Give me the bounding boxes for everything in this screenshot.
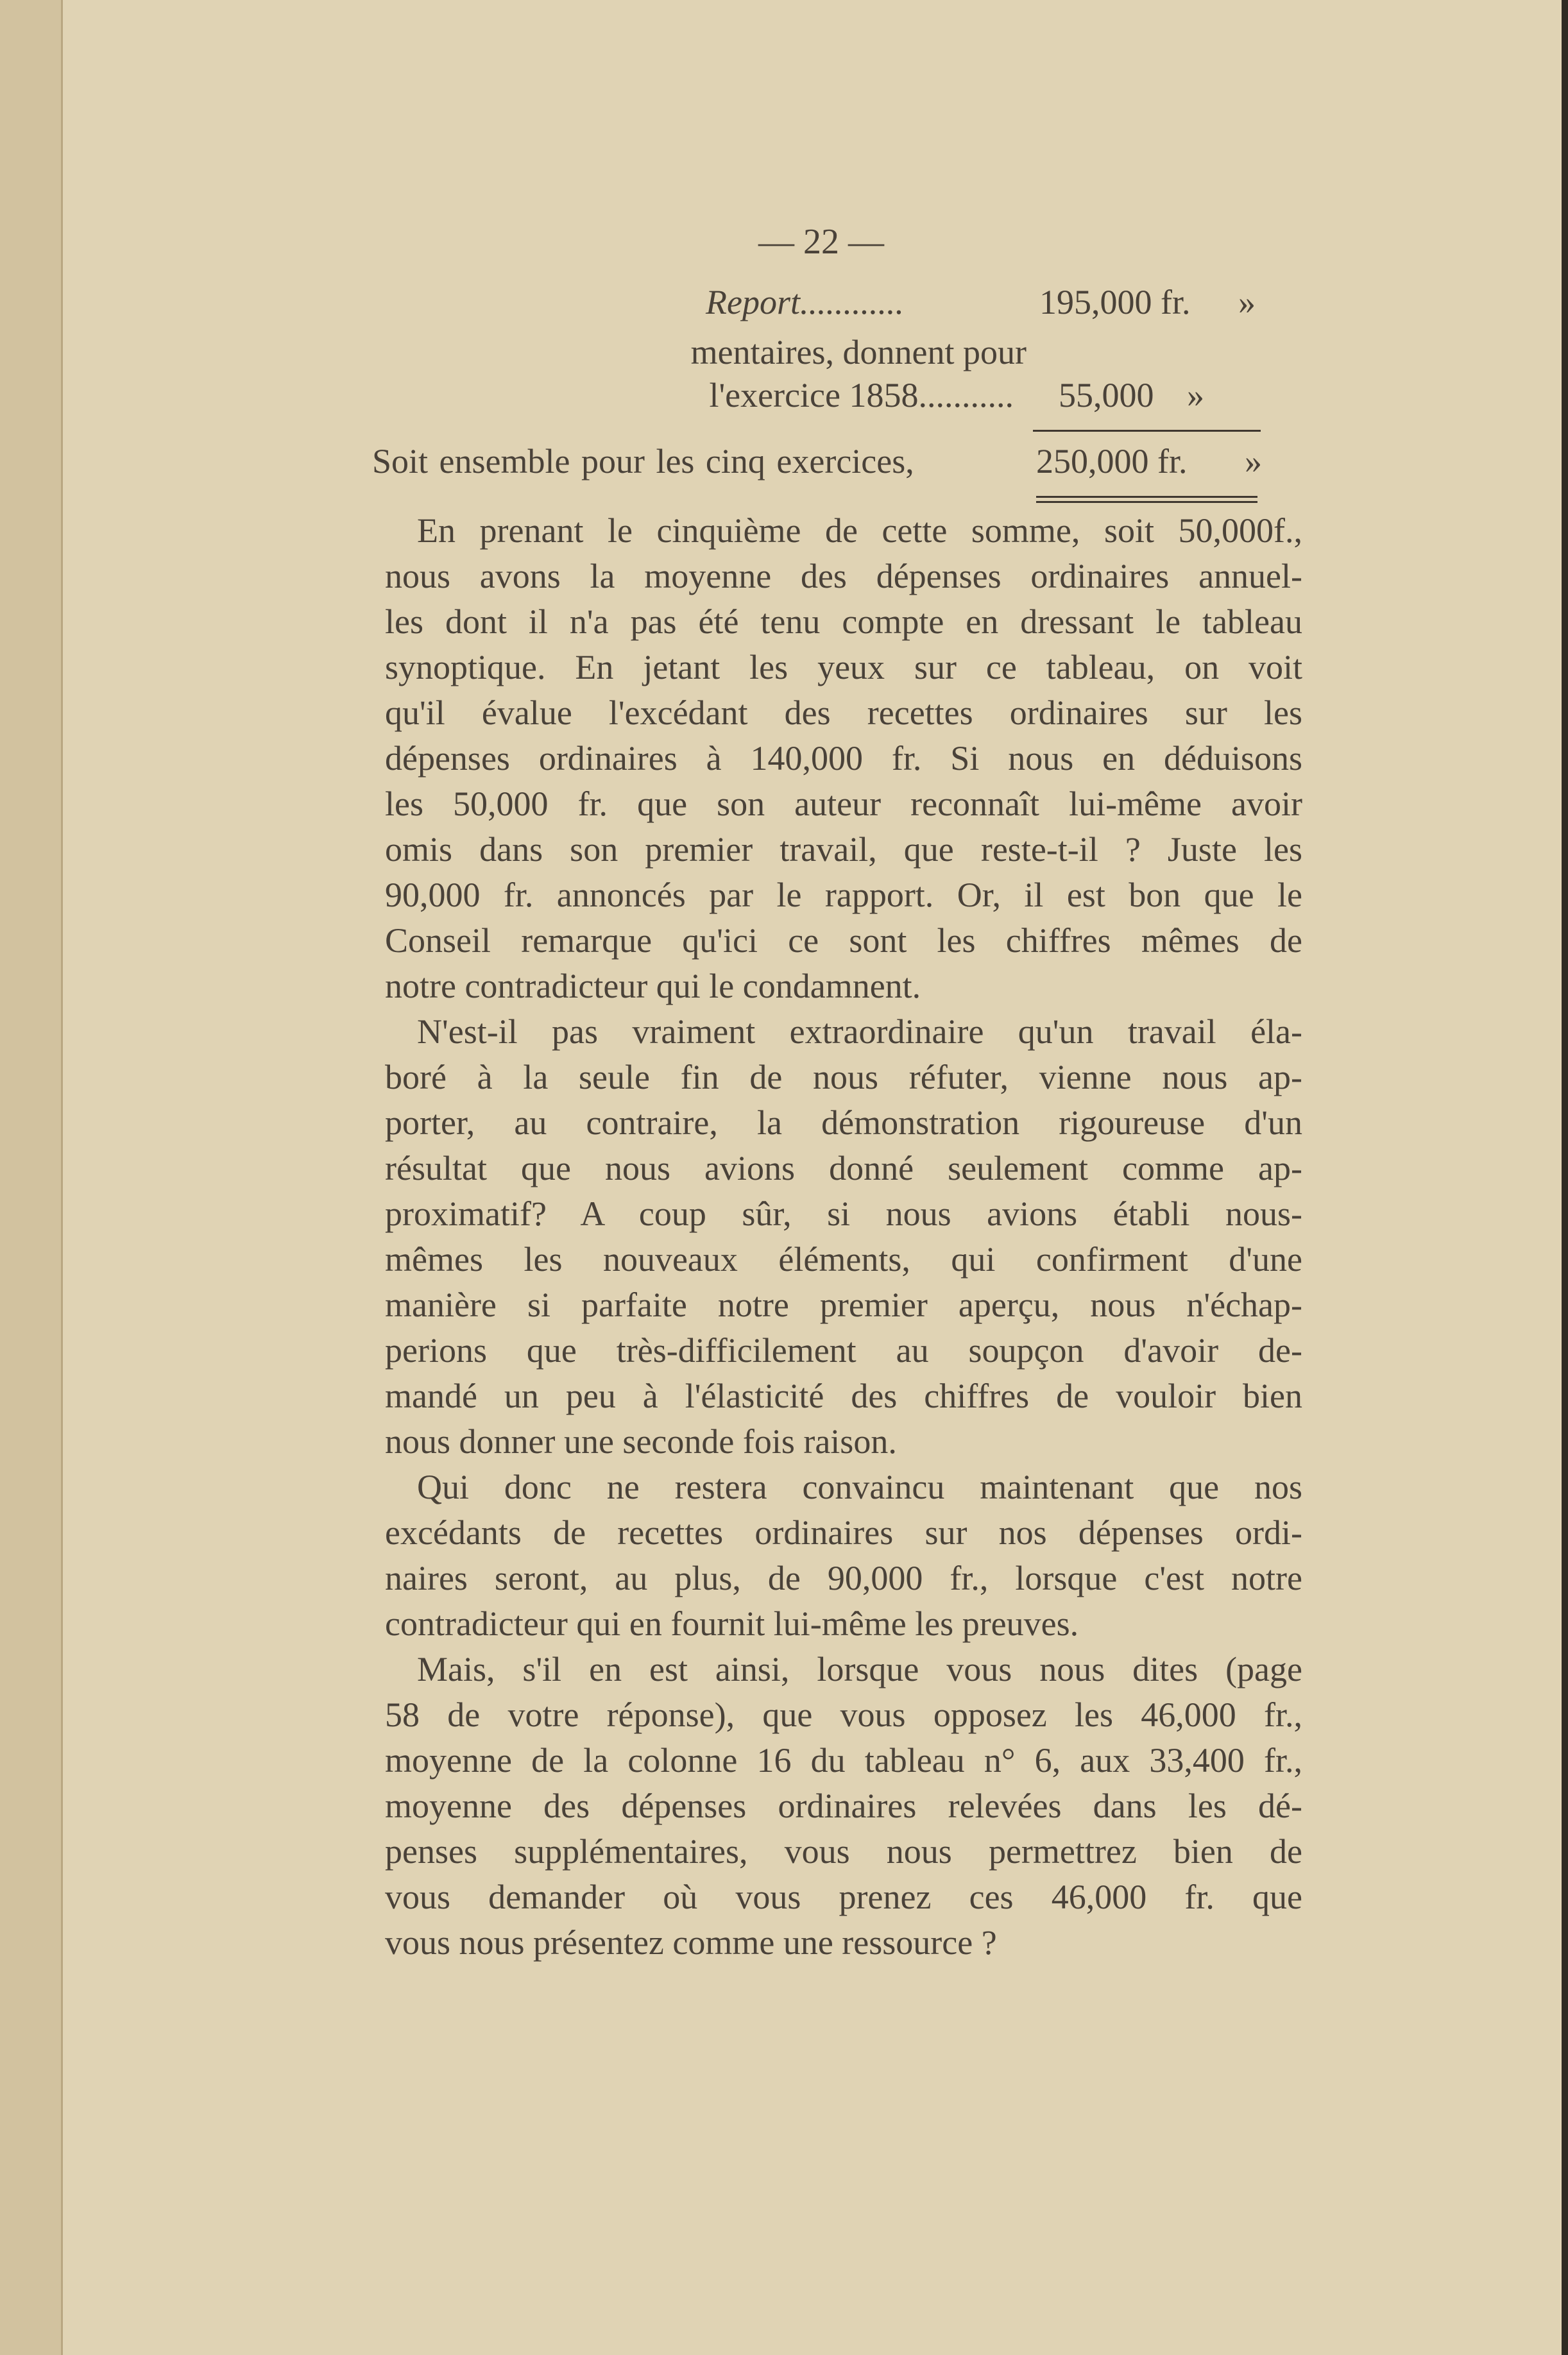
text-line: penses supplémentaires, vous nous permettrez bien de	[385, 1832, 1302, 1871]
total-row	[372, 441, 1290, 484]
text-line: qu'il évalue l'excédant des recettes ordinaires sur les	[385, 693, 1302, 732]
page-number: — 22 —	[758, 222, 884, 262]
text-line: excédants de recettes ordinaires sur nos dépenses ordi-	[385, 1513, 1302, 1552]
text-line: 90,000 fr. annoncés par le rapport. Or, il est bon que le	[385, 876, 1302, 914]
text-line: mêmes les nouveaux éléments, qui confirment d'une	[385, 1240, 1302, 1279]
report-label: Report............	[706, 283, 904, 321]
text-line: Mais, s'il en est ainsi, lorsque vous nous dites (page	[417, 1650, 1302, 1688]
text-line: dépenses ordinaires à 140,000 fr. Si nous en déduisons	[385, 739, 1302, 778]
text-line: Conseil remarque qu'ici ce sont les chiffres mêmes de	[385, 921, 1302, 960]
text-line: moyenne de la colonne 16 du tableau n° 6, aux 33,400 fr.,	[385, 1741, 1302, 1780]
text-line: nous avons la moyenne des dépenses ordinaires annuel-	[385, 557, 1302, 595]
total-mark: »	[1245, 442, 1262, 480]
sum-rule	[1033, 430, 1261, 432]
text-line: naires seront, au plus, de 90,000 fr., lorsque c'est notre	[385, 1559, 1302, 1597]
total-label: Soit ensemble pour les cinq exercices,	[372, 442, 914, 480]
text-line: perions que très-difficilement au soupçon d'avoir de-	[385, 1331, 1302, 1370]
total-double-rule-top	[1036, 496, 1257, 498]
text-line: mandé un peu à l'élasticité des chiffres de vouloir bien	[385, 1377, 1302, 1415]
binding-edge	[0, 0, 63, 2355]
page-edge	[1562, 0, 1568, 2355]
text-line: notre contradicteur qui le condamnent.	[385, 967, 921, 1005]
text-line: omis dans son premier travail, que reste-t-il ? Juste les	[385, 830, 1302, 869]
exercice-1858-mark: »	[1187, 376, 1204, 414]
text-line: Qui donc ne restera convaincu maintenant que nos	[417, 1468, 1302, 1506]
paragraph	[385, 508, 1302, 1009]
report-amount: 195,000 fr.	[1039, 283, 1191, 321]
text-line: résultat que nous avions donné seulement comme ap-	[385, 1149, 1302, 1187]
total-amount: 250,000 fr.	[1036, 442, 1188, 480]
text-line: proximatif? A coup sûr, si nous avions établi nous-	[385, 1195, 1302, 1233]
paragraph	[385, 1647, 1302, 1966]
text-line: manière si parfaite notre premier aperçu, nous n'échap-	[385, 1286, 1302, 1324]
text-line: vous demander où vous prenez ces 46,000 fr. que	[385, 1878, 1302, 1916]
text-line: les dont il n'a pas été tenu compte en dressant le tableau	[385, 602, 1302, 641]
exercice-1858-label: l'exercice 1858...........	[709, 376, 1014, 414]
text-line: synoptique. En jetant les yeux sur ce tableau, on voit	[385, 648, 1302, 686]
text-line: nous donner une seconde fois raison.	[385, 1422, 897, 1461]
paragraph	[385, 1009, 1302, 1465]
report-mark: »	[1238, 283, 1256, 321]
text-line: porter, au contraire, la démonstration rigoureuse d'un	[385, 1103, 1302, 1142]
text-line: N'est-il pas vraiment extraordinaire qu'un travail éla-	[417, 1012, 1302, 1051]
paragraph	[385, 1465, 1302, 1647]
report-row	[706, 282, 1270, 325]
continuation-line: mentaires, donnent pour	[690, 333, 1027, 371]
text-line: En prenant le cinquième de cette somme, soit 50,000f.,	[417, 511, 1302, 550]
text-line: moyenne des dépenses ordinaires relevées dans les dé-	[385, 1787, 1302, 1825]
text-line: contradicteur qui en fournit lui-même les preuves.	[385, 1604, 1079, 1643]
body-text	[385, 508, 1302, 1966]
text-line: boré à la seule fin de nous réfuter, vienne nous ap-	[385, 1058, 1302, 1096]
text-line: vous nous présentez comme une ressource ?	[385, 1923, 997, 1962]
total-double-rule-bottom	[1036, 501, 1257, 503]
exercice-1858-row	[577, 375, 1283, 418]
text-line: 58 de votre réponse), que vous opposez les 46,000 fr.,	[385, 1696, 1302, 1734]
exercice-1858-amount: 55,000	[1059, 376, 1154, 414]
text-line: les 50,000 fr. que son auteur reconnaît lui-même avoir	[385, 785, 1302, 823]
